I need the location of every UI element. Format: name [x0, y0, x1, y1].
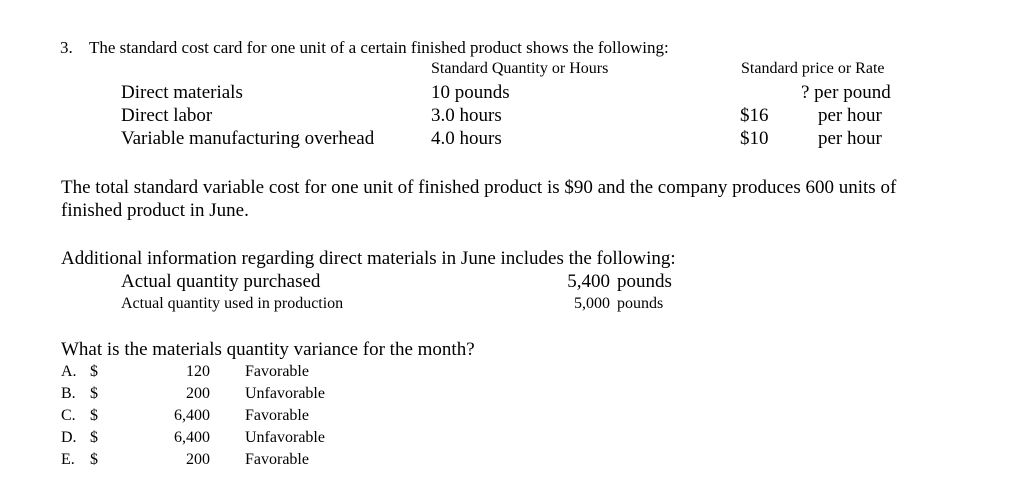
choice-type: Favorable — [245, 363, 309, 380]
question-number: 3. — [60, 38, 73, 57]
price-header: Standard price or Rate — [741, 60, 885, 77]
row-unit-direct-labor: per hour — [818, 105, 882, 126]
choice-currency: $ — [90, 385, 98, 402]
additional-heading: Additional information regarding direct materials in June includes the following: — [61, 248, 676, 269]
row-unit-direct-materials: ? per pound — [801, 82, 891, 103]
additional-value-purchased: 5,400 — [567, 271, 610, 292]
row-price-direct-labor: $16 — [740, 105, 769, 126]
row-quantity-direct-materials: 10 pounds — [431, 82, 510, 103]
choice-letter: A. — [61, 363, 77, 380]
choice-currency: $ — [90, 451, 98, 468]
additional-unit-purchased: pounds — [617, 271, 672, 292]
additional-value-used: 5,000 — [574, 295, 610, 312]
row-label-direct-materials: Direct materials — [121, 82, 243, 103]
choice-type: Favorable — [245, 407, 309, 424]
choice-amount: 6,400 — [174, 429, 210, 446]
choice-type: Unfavorable — [245, 385, 325, 402]
row-quantity-variable-overhead: 4.0 hours — [431, 128, 502, 149]
choice-amount: 120 — [186, 363, 210, 380]
row-label-direct-labor: Direct labor — [121, 105, 213, 126]
choice-currency: $ — [90, 407, 98, 424]
choice-letter: C. — [61, 407, 76, 424]
additional-label-used: Actual quantity used in production — [121, 295, 344, 312]
choice-amount: 6,400 — [174, 407, 210, 424]
question-prompt: What is the materials quantity variance for the month? — [61, 339, 475, 360]
row-unit-variable-overhead: per hour — [818, 128, 882, 149]
choice-type: Unfavorable — [245, 429, 325, 446]
row-quantity-direct-labor: 3.0 hours — [431, 105, 502, 126]
total-line-2: finished product in June. — [61, 200, 249, 221]
choice-amount: 200 — [186, 385, 210, 402]
choice-amount: 200 — [186, 451, 210, 468]
row-price-variable-overhead: $10 — [740, 128, 769, 149]
choice-type: Favorable — [245, 451, 309, 468]
additional-label-purchased: Actual quantity purchased — [121, 271, 321, 292]
choice-letter: B. — [61, 385, 76, 402]
row-label-variable-overhead: Variable manufacturing overhead — [121, 128, 375, 149]
choice-letter: D. — [61, 429, 77, 446]
total-line-1: The total standard variable cost for one unit of finished product is $90 and the company produces 600 units of — [61, 177, 897, 198]
choice-currency: $ — [90, 429, 98, 446]
quantity-header: Standard Quantity or Hours — [431, 60, 609, 77]
choice-letter: E. — [61, 451, 75, 468]
question-intro: The standard cost card for one unit of a certain finished product shows the following: — [89, 38, 669, 57]
additional-unit-used: pounds — [617, 295, 664, 312]
choice-currency: $ — [90, 363, 98, 380]
